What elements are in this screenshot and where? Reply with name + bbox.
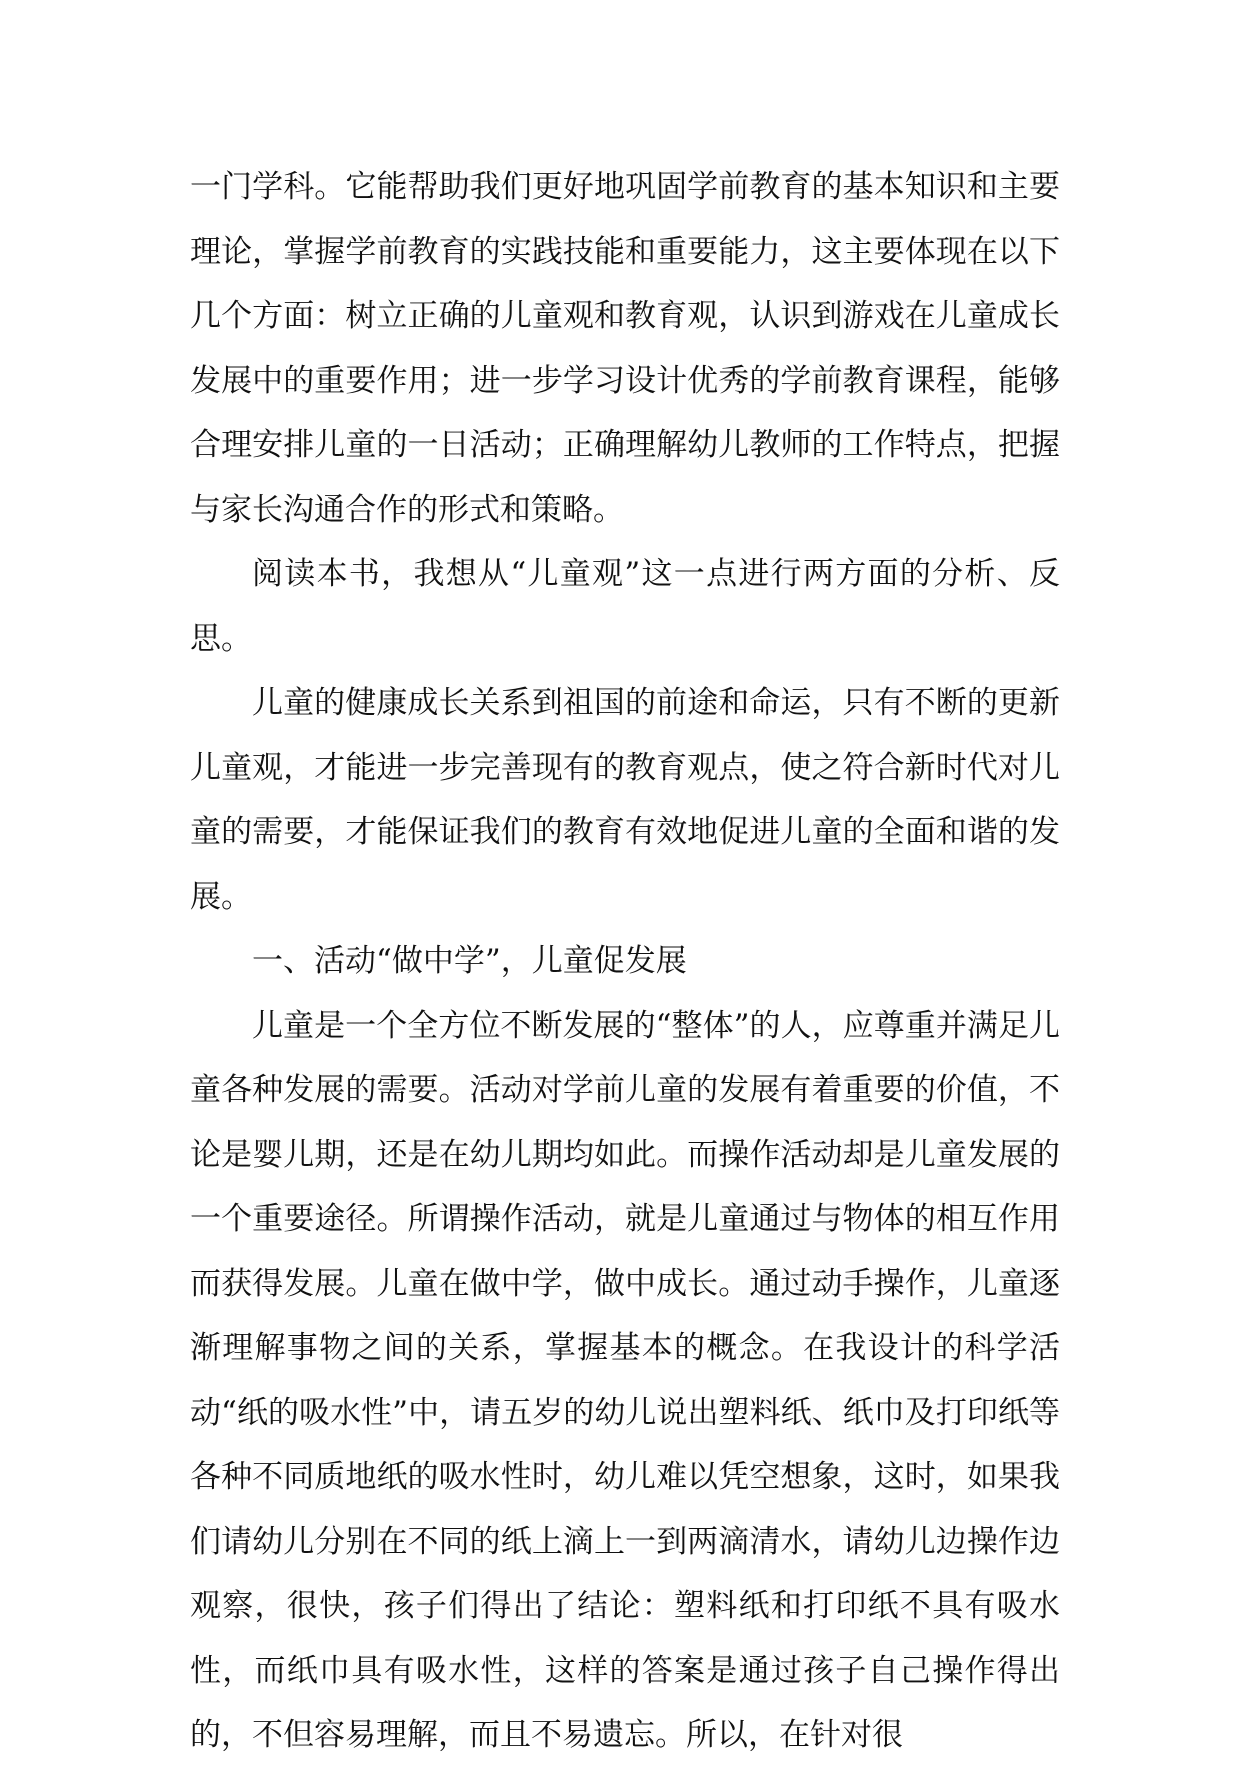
- paragraph-2: 阅读本书，我想从“儿童观”这一点进行两方面的分析、反思。: [190, 556, 1060, 657]
- paragraph-5: 儿童是一个全方位不断发展的“整体”的人，应尊重并满足儿童各种发展的需要。活动对学前儿童的发展有着重要的价值，不论是婴儿期，还是在幼儿期均如此。而操作活动却是儿童发展的一个重要途径。所谓操作活动，就是儿童通过与物体的相互作用而获得发展。儿童在做中学，做中成长。通过动手操作，儿童逐渐理解事物之间的关系，掌握基本的概念。在我设计的科学活动“纸的吸水性”中，请五岁的幼儿说出塑料纸、纸巾及打印纸等各种不同质地纸的吸水性时，幼儿难以凭空想象，这时，如果我们请幼儿分别在不同的纸上滴上一到两滴清水，请幼儿边操作边观察，很快，孩子们得出了结论：塑料纸和打印纸不具有吸水性，而纸巾具有吸水性，这样的答案是通过孩子自己操作得出的，不但容易理解，而且不易遗忘。所以，在针对很: [190, 1007, 1060, 1753]
- section-heading-1: 一、活动“做中学”，儿童促发展: [252, 943, 687, 979]
- paragraph-1: 一门学科。它能帮助我们更好地巩固学前教育的基本知识和主要理论，掌握学前教育的实践技能和重要能力，这主要体现在以下几个方面：树立正确的儿童观和教育观，认识到游戏在儿童成长发展中的重要作用；进一步学习设计优秀的学前教育课程，能够合理安排儿童的一日活动；正确理解幼儿教师的工作特点，把握与家长沟通合作的形式和策略。: [190, 169, 1060, 528]
- paragraph-3: 儿童的健康成长关系到祖国的前途和命运，只有不断的更新儿童观，才能进一步完善现有的教育观点，使之符合新时代对儿童的需要，才能保证我们的教育有效地促进儿童的全面和谐的发展。: [190, 685, 1060, 915]
- body-text: [190, 155, 1060, 1768]
